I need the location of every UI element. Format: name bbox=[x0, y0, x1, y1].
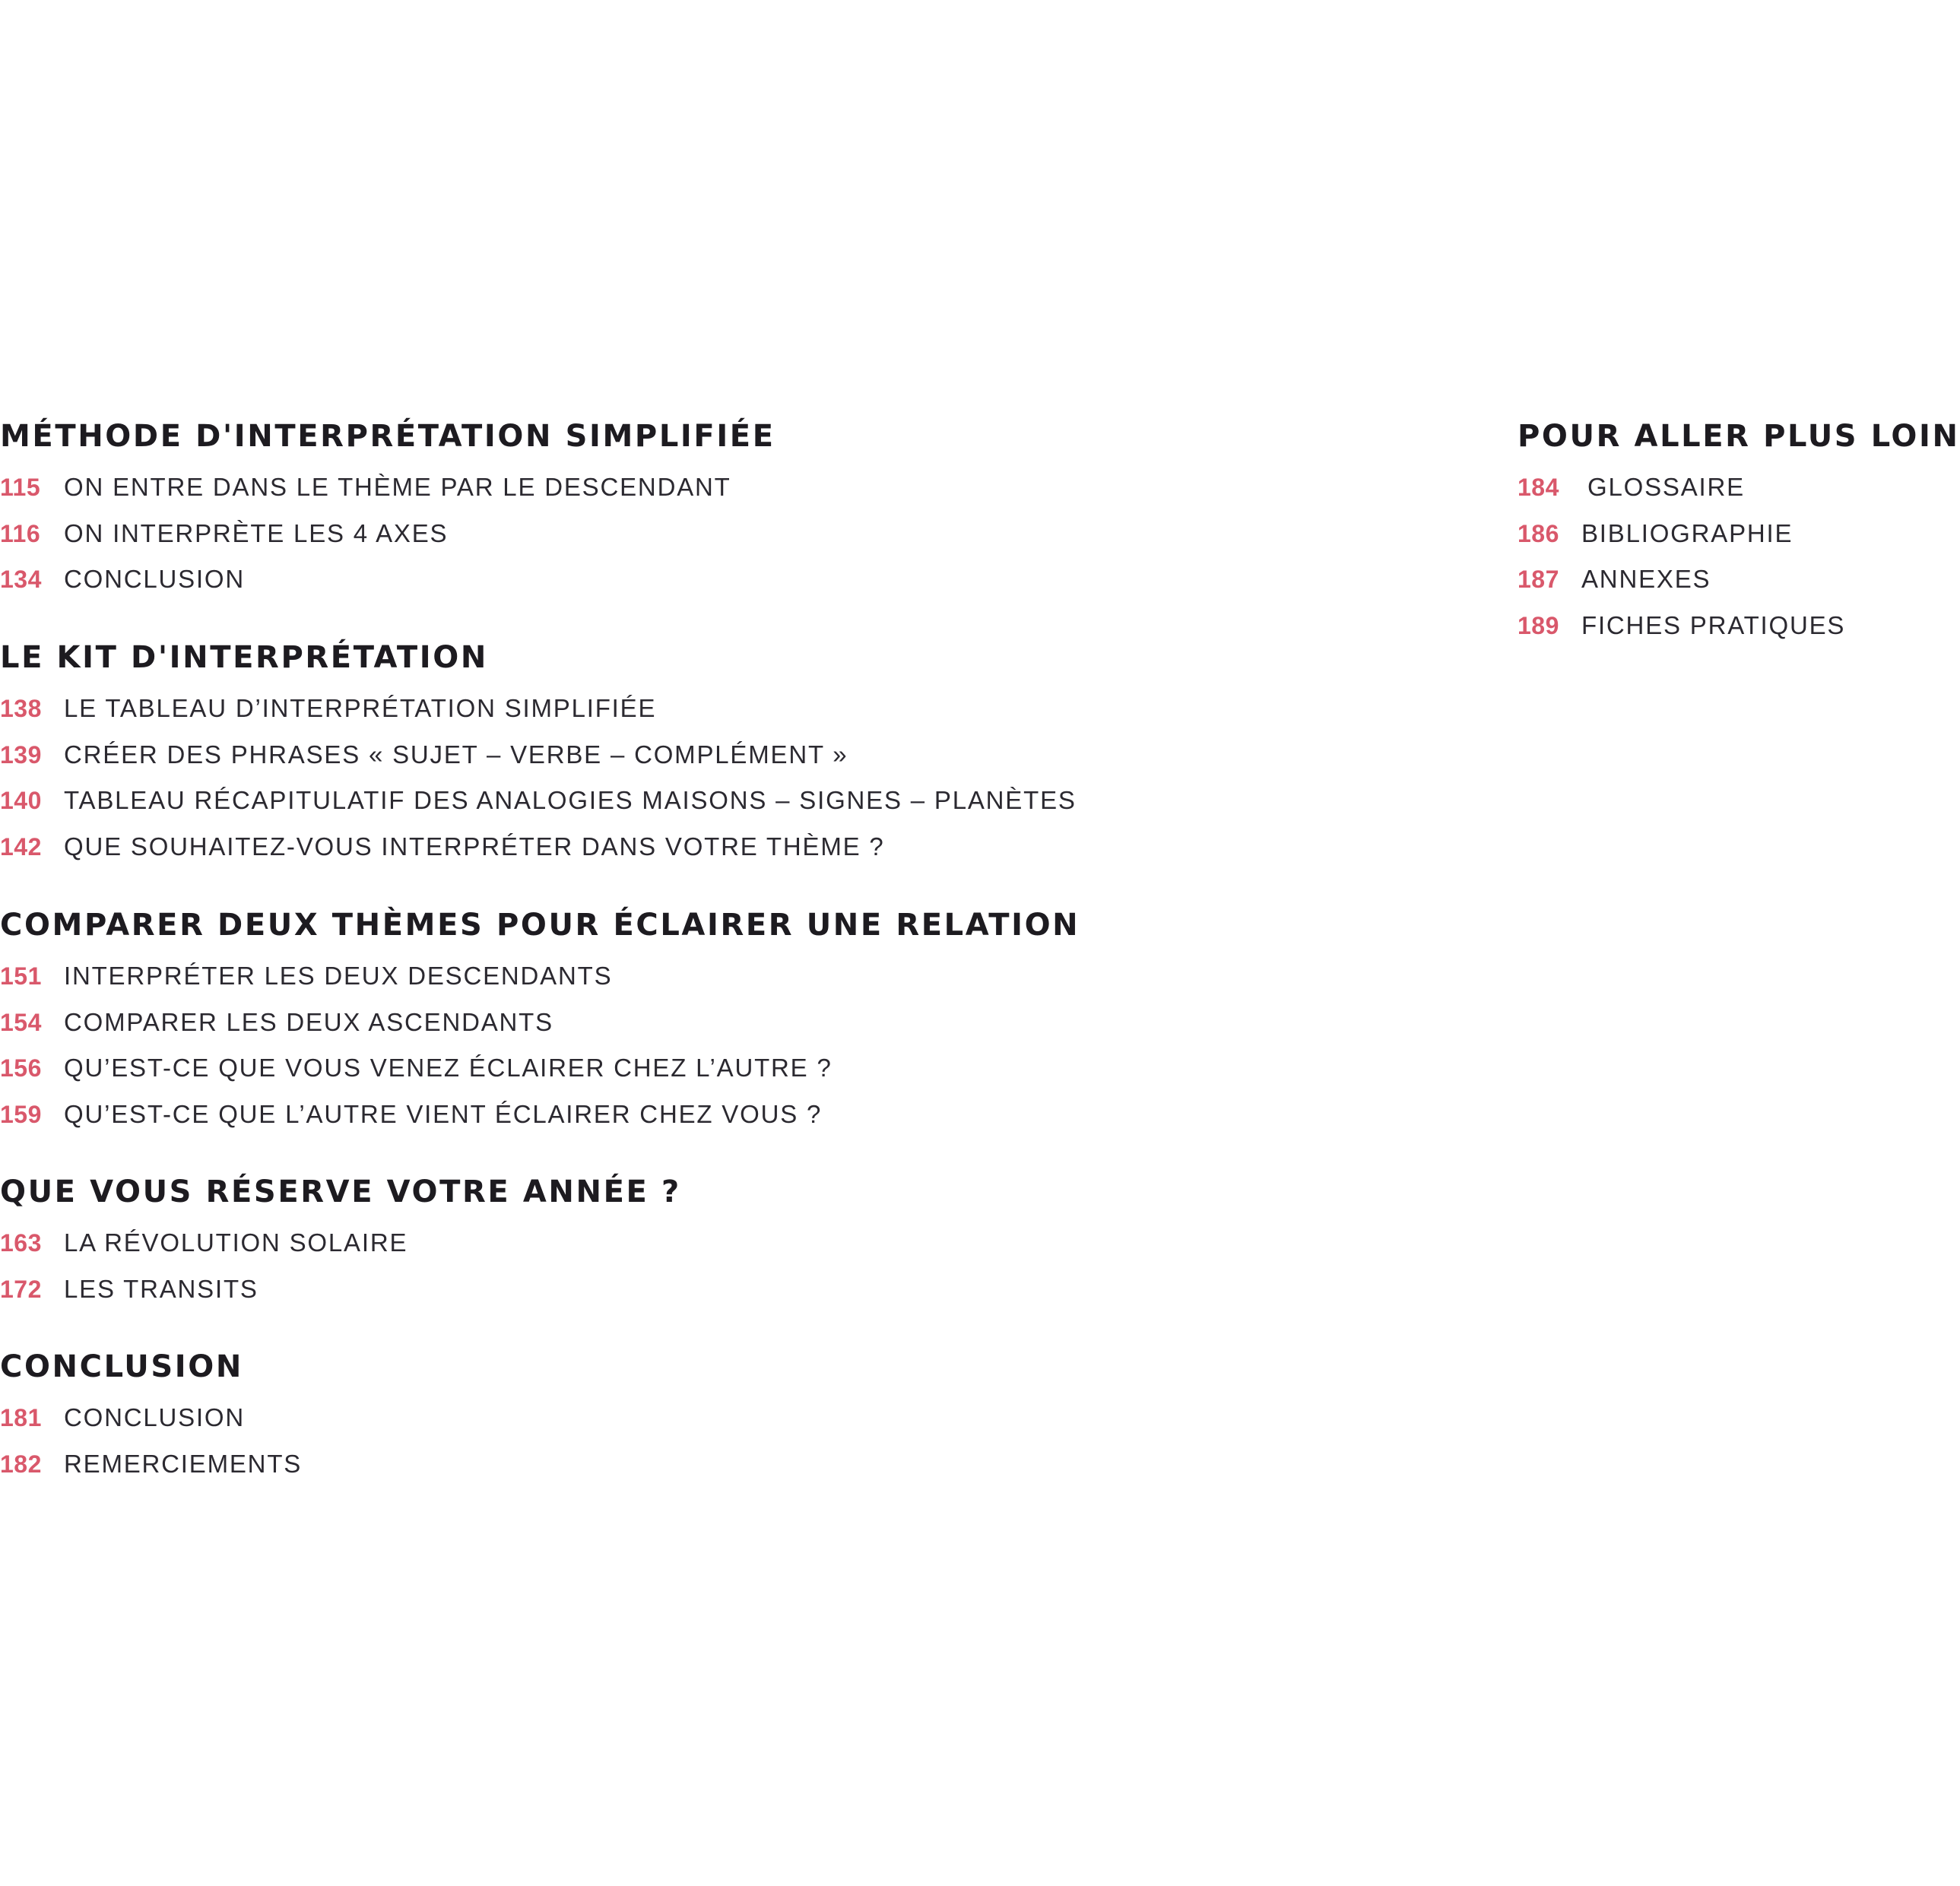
entry-title: LE TABLEAU D’INTERPRÉTATION SIMPLIFIÉE bbox=[64, 694, 657, 722]
toc-section-pour-aller-plus-loin bbox=[1518, 421, 1960, 658]
entry-page-number: 142 bbox=[0, 832, 42, 861]
entry-page-number: 189 bbox=[1518, 611, 1559, 639]
entry-title: QUE SOUHAITEZ-VOUS INTERPRÉTER DANS VOTRE THÈME ? bbox=[64, 832, 885, 861]
section-title: CONCLUSION bbox=[0, 1349, 243, 1384]
toc-entry[interactable] bbox=[0, 474, 775, 521]
entry-page-number: 116 bbox=[0, 519, 41, 547]
entry-title: LES TRANSITS bbox=[64, 1274, 258, 1303]
entry-title: FICHES PRATIQUES bbox=[1581, 610, 1846, 639]
toc-entry[interactable] bbox=[1518, 566, 1960, 613]
entry-page-number: 172 bbox=[0, 1275, 42, 1303]
toc-entry[interactable] bbox=[0, 518, 775, 567]
entry-title: QU’EST-CE QUE VOUS VENEZ ÉCLAIRER CHEZ L’AUTRE ? bbox=[64, 1054, 833, 1082]
entry-page-number: 163 bbox=[0, 1229, 42, 1257]
entry-title: REMERCIEMENTS bbox=[64, 1449, 303, 1478]
entry-page-number: 139 bbox=[0, 740, 42, 769]
toc-section-conclusion bbox=[0, 1349, 303, 1497]
entry-page-number: 138 bbox=[0, 695, 42, 722]
entry-title: CONCLUSION bbox=[64, 565, 246, 593]
toc-entry[interactable] bbox=[0, 1451, 302, 1498]
toc-section-kit bbox=[0, 642, 1077, 880]
toc-entry[interactable] bbox=[0, 696, 1077, 742]
toc-entry[interactable] bbox=[0, 742, 1077, 788]
entry-page-number: 181 bbox=[0, 1404, 42, 1431]
entry-page-number: 184 bbox=[1518, 474, 1559, 501]
entry-title: ON ENTRE DANS LE THÈME PAR LE DESCENDANT bbox=[64, 473, 731, 501]
toc-entry[interactable] bbox=[1518, 518, 1960, 567]
entry-title: CRÉER DES PHRASES « SUJET – VERBE – COMPLÉMENT » bbox=[64, 740, 848, 769]
toc-section-methode bbox=[0, 421, 775, 613]
toc-entry[interactable] bbox=[0, 1055, 1080, 1101]
entry-title: BIBLIOGRAPHIE bbox=[1581, 518, 1793, 547]
toc-entry[interactable] bbox=[0, 1405, 302, 1451]
entry-title: COMPARER LES DEUX ASCENDANTS bbox=[64, 1007, 553, 1036]
entry-page-number: 159 bbox=[0, 1100, 42, 1128]
entry-title: TABLEAU RÉCAPITULATIF DES ANALOGIES MAISONS – SIGNES – PLANÈTES bbox=[64, 786, 1077, 814]
entry-title: GLOSSAIRE bbox=[1587, 473, 1745, 501]
entry-title: QU’EST-CE QUE L’AUTRE VIENT ÉCLAIRER CHEZ VOUS ? bbox=[64, 1099, 823, 1128]
toc-section-annee bbox=[0, 1174, 681, 1322]
section-title: POUR ALLER PLUS LOIN bbox=[1518, 419, 1960, 454]
entry-page-number: 187 bbox=[1518, 566, 1559, 593]
toc-entry[interactable] bbox=[1518, 474, 1960, 521]
section-title: MÉTHODE D'INTERPRÉTATION SIMPLIFIÉE bbox=[0, 419, 775, 454]
entry-page-number: 115 bbox=[0, 474, 41, 501]
toc-entry[interactable] bbox=[0, 566, 775, 613]
entry-page-number: 156 bbox=[0, 1054, 42, 1082]
entry-title: ANNEXES bbox=[1581, 565, 1711, 593]
toc-entry[interactable] bbox=[0, 1276, 681, 1323]
toc-section-comparer bbox=[0, 910, 1080, 1147]
toc-entry[interactable] bbox=[0, 1230, 681, 1276]
toc-entry[interactable] bbox=[1518, 610, 1960, 659]
entry-page-number: 186 bbox=[1518, 519, 1559, 547]
section-title: QUE VOUS RÉSERVE VOTRE ANNÉE ? bbox=[0, 1174, 681, 1209]
toc-entry[interactable] bbox=[0, 963, 1080, 1010]
toc-entry[interactable] bbox=[0, 1101, 1080, 1148]
toc-entry[interactable] bbox=[0, 788, 1077, 834]
entry-page-number: 140 bbox=[0, 787, 42, 814]
entry-title: ON INTERPRÈTE LES 4 AXES bbox=[64, 518, 449, 547]
entry-page-number: 182 bbox=[0, 1450, 42, 1478]
section-title: LE KIT D'INTERPRÉTATION bbox=[0, 640, 488, 675]
section-title: COMPARER DEUX THÈMES POUR ÉCLAIRER UNE RELATION bbox=[0, 908, 1080, 943]
entry-page-number: 151 bbox=[0, 962, 42, 990]
entry-title: CONCLUSION bbox=[64, 1403, 246, 1431]
entry-title: LA RÉVOLUTION SOLAIRE bbox=[64, 1228, 408, 1257]
entry-page-number: 134 bbox=[0, 566, 42, 593]
toc-entry[interactable] bbox=[0, 834, 1077, 880]
entry-page-number: 154 bbox=[0, 1008, 42, 1036]
toc-entry[interactable] bbox=[0, 1007, 1080, 1056]
entry-title: INTERPRÉTER LES DEUX DESCENDANTS bbox=[64, 962, 613, 990]
